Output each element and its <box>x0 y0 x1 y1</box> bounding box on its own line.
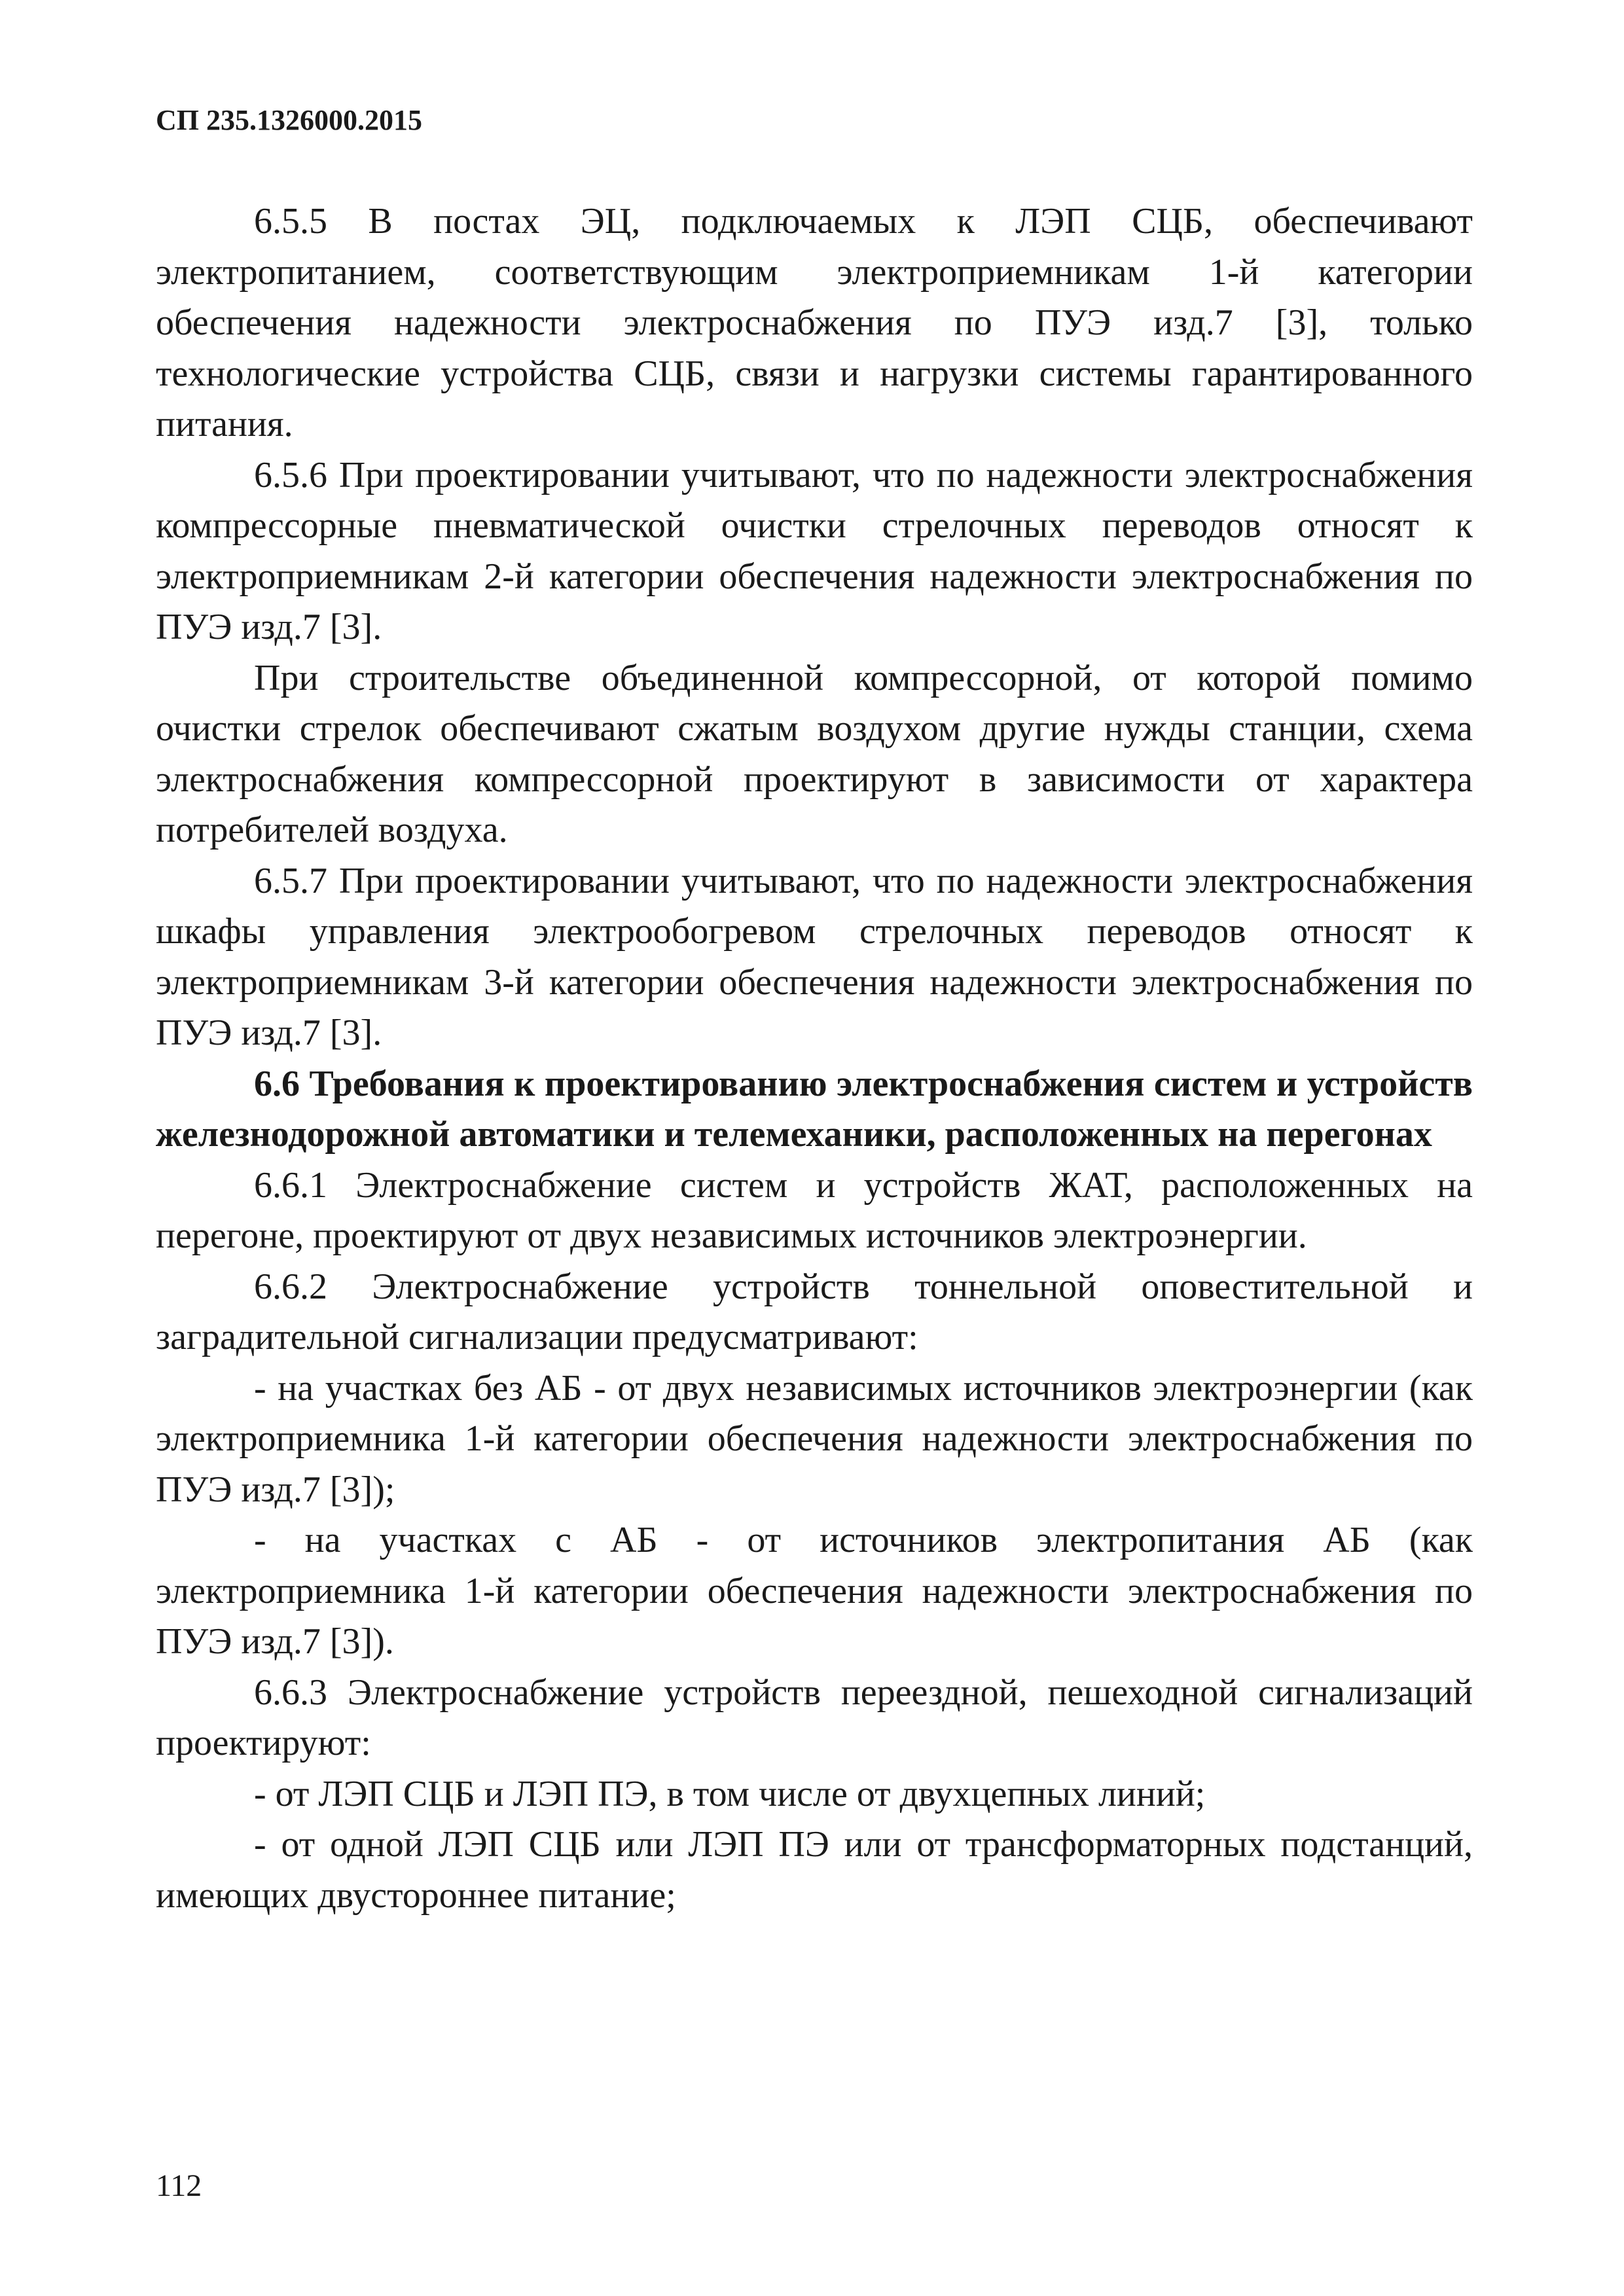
paragraph-6-5-5: 6.5.5 В постах ЭЦ, подключаемых к ЛЭП СЦБ, обеспечивают электропитанием, соответствующим электроприемникам 1-й категории обеспечения надежности электроснабжения по ПУЭ изд.7 [3], только технологические устройства СЦБ, связи и нагрузки системы гарантированного питания. <box>156 201 1473 444</box>
list-item-6-6-3-b: - от одной ЛЭП СЦБ или ЛЭП ПЭ или от трансформаторных подстанций, имеющих двустороннее питание; <box>156 1824 1473 1916</box>
document-code-header: СП 235.1326000.2015 <box>156 104 422 136</box>
list-item-6-6-2-a: - на участках без АБ - от двух независимых источников электроэнергии (как электроприемника 1-й категории обеспечения надежности электроснабжения по ПУЭ изд.7 [3]); <box>156 1367 1473 1510</box>
paragraph-6-5-7: 6.5.7 При проектировании учитывают, что по надежности электроснабжения шкафы управления электрообогревом стрелочных переводов относят к электроприемникам 3-й категории обеспечения надежности электроснабжения по ПУЭ изд.7 [3]. <box>156 860 1473 1053</box>
page-number: 112 <box>156 2168 202 2203</box>
paragraph-6-6-3: 6.6.3 Электроснабжение устройств переездной, пешеходной сигнализаций проектируют: <box>156 1672 1473 1763</box>
list-item-6-6-2-b: - на участках с АБ - от источников электропитания АБ (как электроприемника 1-й категории обеспечения надежности электроснабжения по ПУЭ изд.7 [3]). <box>156 1520 1473 1662</box>
document-body <box>156 196 1473 1921</box>
section-heading-6-6: 6.6 Требования к проектированию электроснабжения систем и устройств железнодорожной автоматики и телемеханики, расположенных на перегонах <box>156 1063 1473 1155</box>
paragraph-6-5-6: 6.5.6 При проектировании учитывают, что по надежности электроснабжения компрессорные пневматической очистки стрелочных переводов относят к электроприемникам 2-й категории обеспечения надежности электроснабжения по ПУЭ изд.7 [3]. <box>156 454 1473 647</box>
paragraph-6-6-2: 6.6.2 Электроснабжение устройств тоннельной оповестительной и заградительной сигнализации предусматривают: <box>156 1266 1473 1357</box>
list-item-6-6-3-a: - от ЛЭП СЦБ и ЛЭП ПЭ, в том числе от двухцепных линий; <box>254 1773 1206 1814</box>
paragraph-compressor: При строительстве объединенной компрессорной, от которой помимо очистки стрелок обеспечивают сжатым воздухом другие нужды станции, схема электроснабжения компрессорной проектируют в зависимости от характера потребителей воздуха. <box>156 657 1473 850</box>
paragraph-6-6-1: 6.6.1 Электроснабжение систем и устройств ЖАТ, расположенных на перегоне, проектируют от двух независимых источников электроэнергии. <box>156 1164 1473 1256</box>
